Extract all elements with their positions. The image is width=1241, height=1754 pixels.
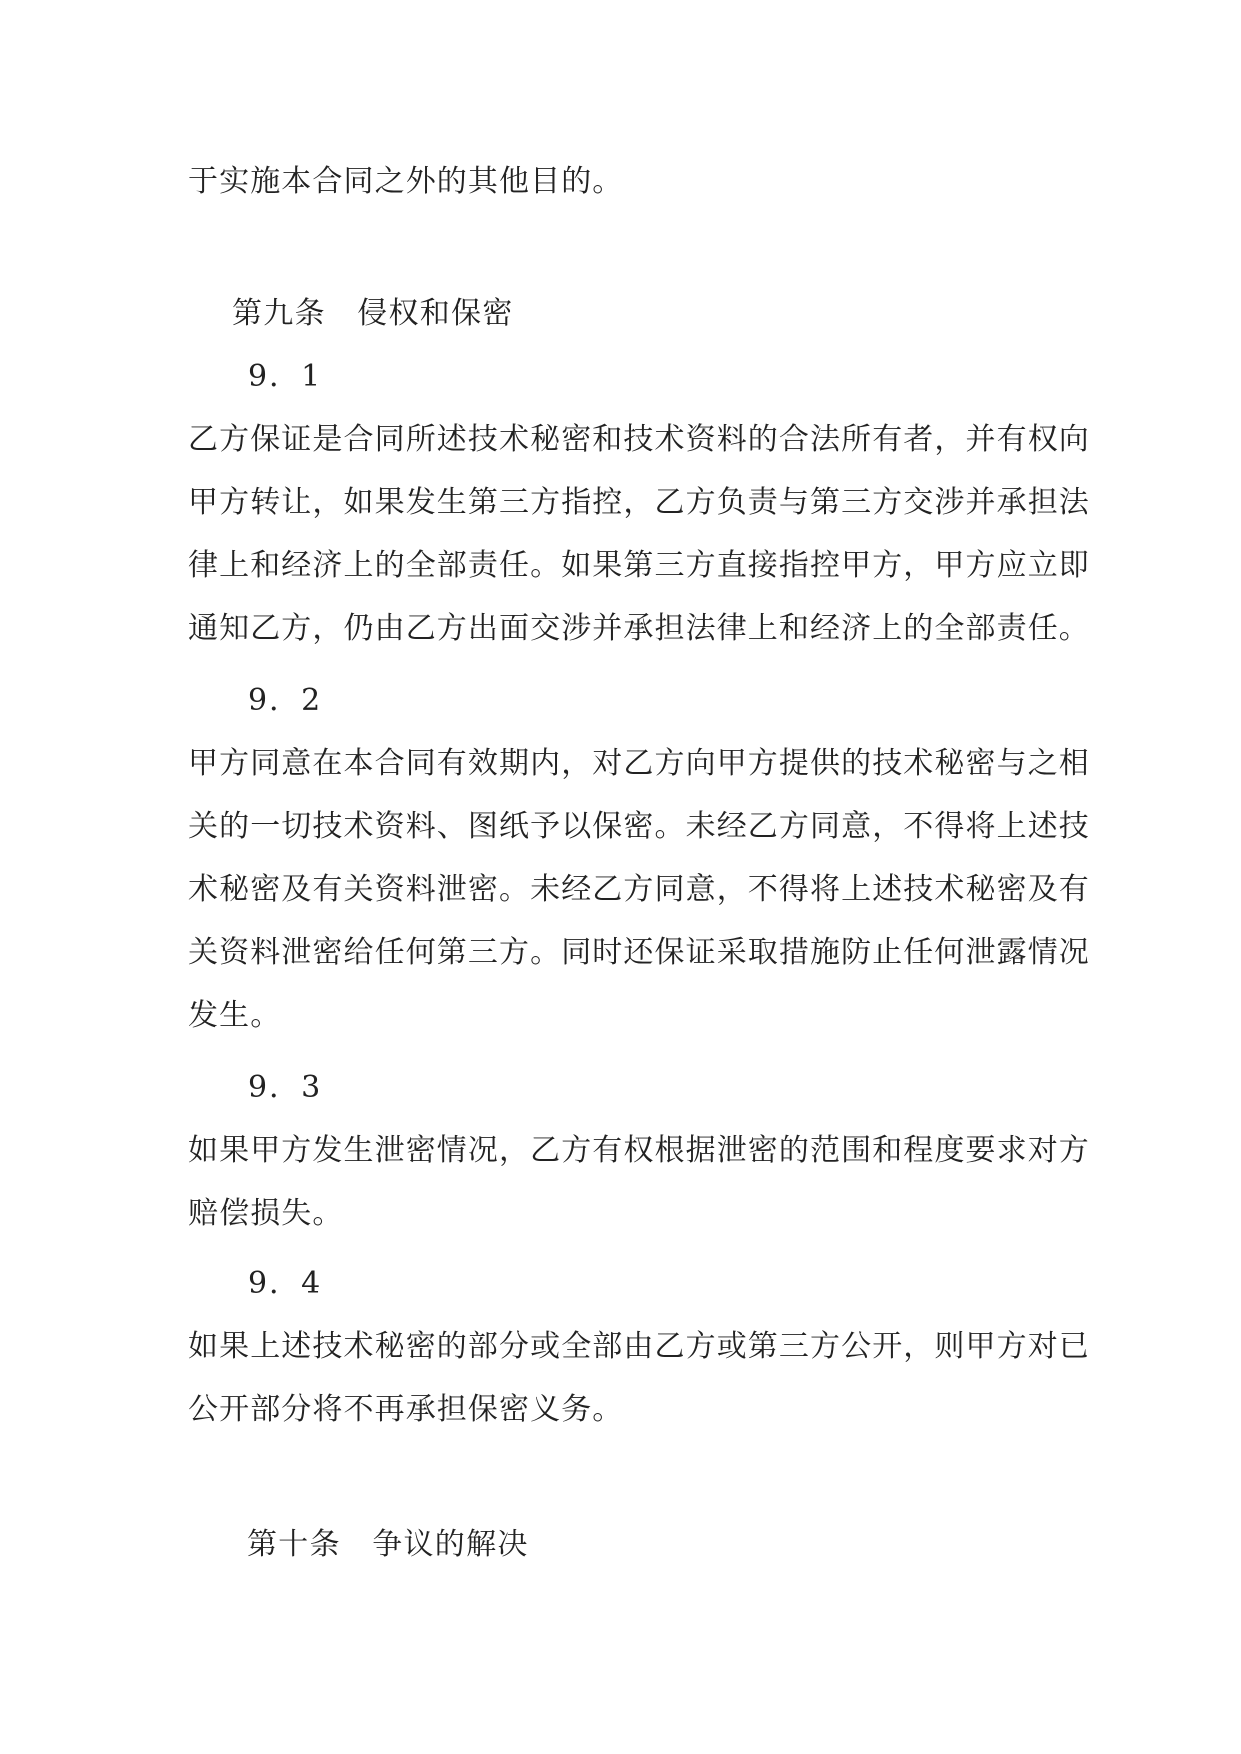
clause-9-1-line: 通知乙方，仍由乙方出面交涉并承担法律上和经济上的全部责任。 bbox=[188, 611, 1090, 646]
clause-9-2-line: 术秘密及有关资料泄密。未经乙方同意，不得将上述技术秘密及有 bbox=[188, 872, 1090, 907]
clause-9-1-line: 甲方转让，如果发生第三方指控，乙方负责与第三方交涉并承担法 bbox=[188, 485, 1090, 520]
clause-9-1-line: 乙方保证是合同所述技术秘密和技术资料的合法所有者，并有权向 bbox=[188, 422, 1090, 457]
clause-9-3-line: 赔偿损失。 bbox=[188, 1196, 344, 1231]
article-9-heading: 第九条 侵权和保密 bbox=[232, 296, 514, 331]
clause-9-4-line: 公开部分将不再承担保密义务。 bbox=[188, 1392, 624, 1427]
clause-9-2-line: 发生。 bbox=[188, 998, 282, 1033]
clause-9-4-line: 如果上述技术秘密的部分或全部由乙方或第三方公开，则甲方对已 bbox=[188, 1329, 1090, 1364]
continuation-line: 于实施本合同之外的其他目的。 bbox=[188, 164, 624, 199]
clause-9-2-line: 关的一切技术资料、图纸予以保密。未经乙方同意，不得将上述技 bbox=[188, 809, 1090, 844]
clause-9-1-line: 律上和经济上的全部责任。如果第三方直接指控甲方，甲方应立即 bbox=[188, 548, 1090, 583]
clause-9-2-line: 关资料泄密给任何第三方。同时还保证采取措施防止任何泄露情况 bbox=[188, 935, 1090, 970]
clause-9-2-line: 甲方同意在本合同有效期内，对乙方向甲方提供的技术秘密与之相 bbox=[188, 746, 1090, 781]
article-10-heading: 第十条 争议的解决 bbox=[247, 1527, 529, 1562]
clause-9-3-number: 9．3 bbox=[248, 1070, 323, 1105]
clause-9-2-number: 9．2 bbox=[248, 683, 323, 718]
clause-9-1-number: 9．1 bbox=[248, 359, 323, 394]
clause-9-4-number: 9．4 bbox=[248, 1266, 323, 1301]
clause-9-3-line: 如果甲方发生泄密情况，乙方有权根据泄密的范围和程度要求对方 bbox=[188, 1133, 1090, 1168]
